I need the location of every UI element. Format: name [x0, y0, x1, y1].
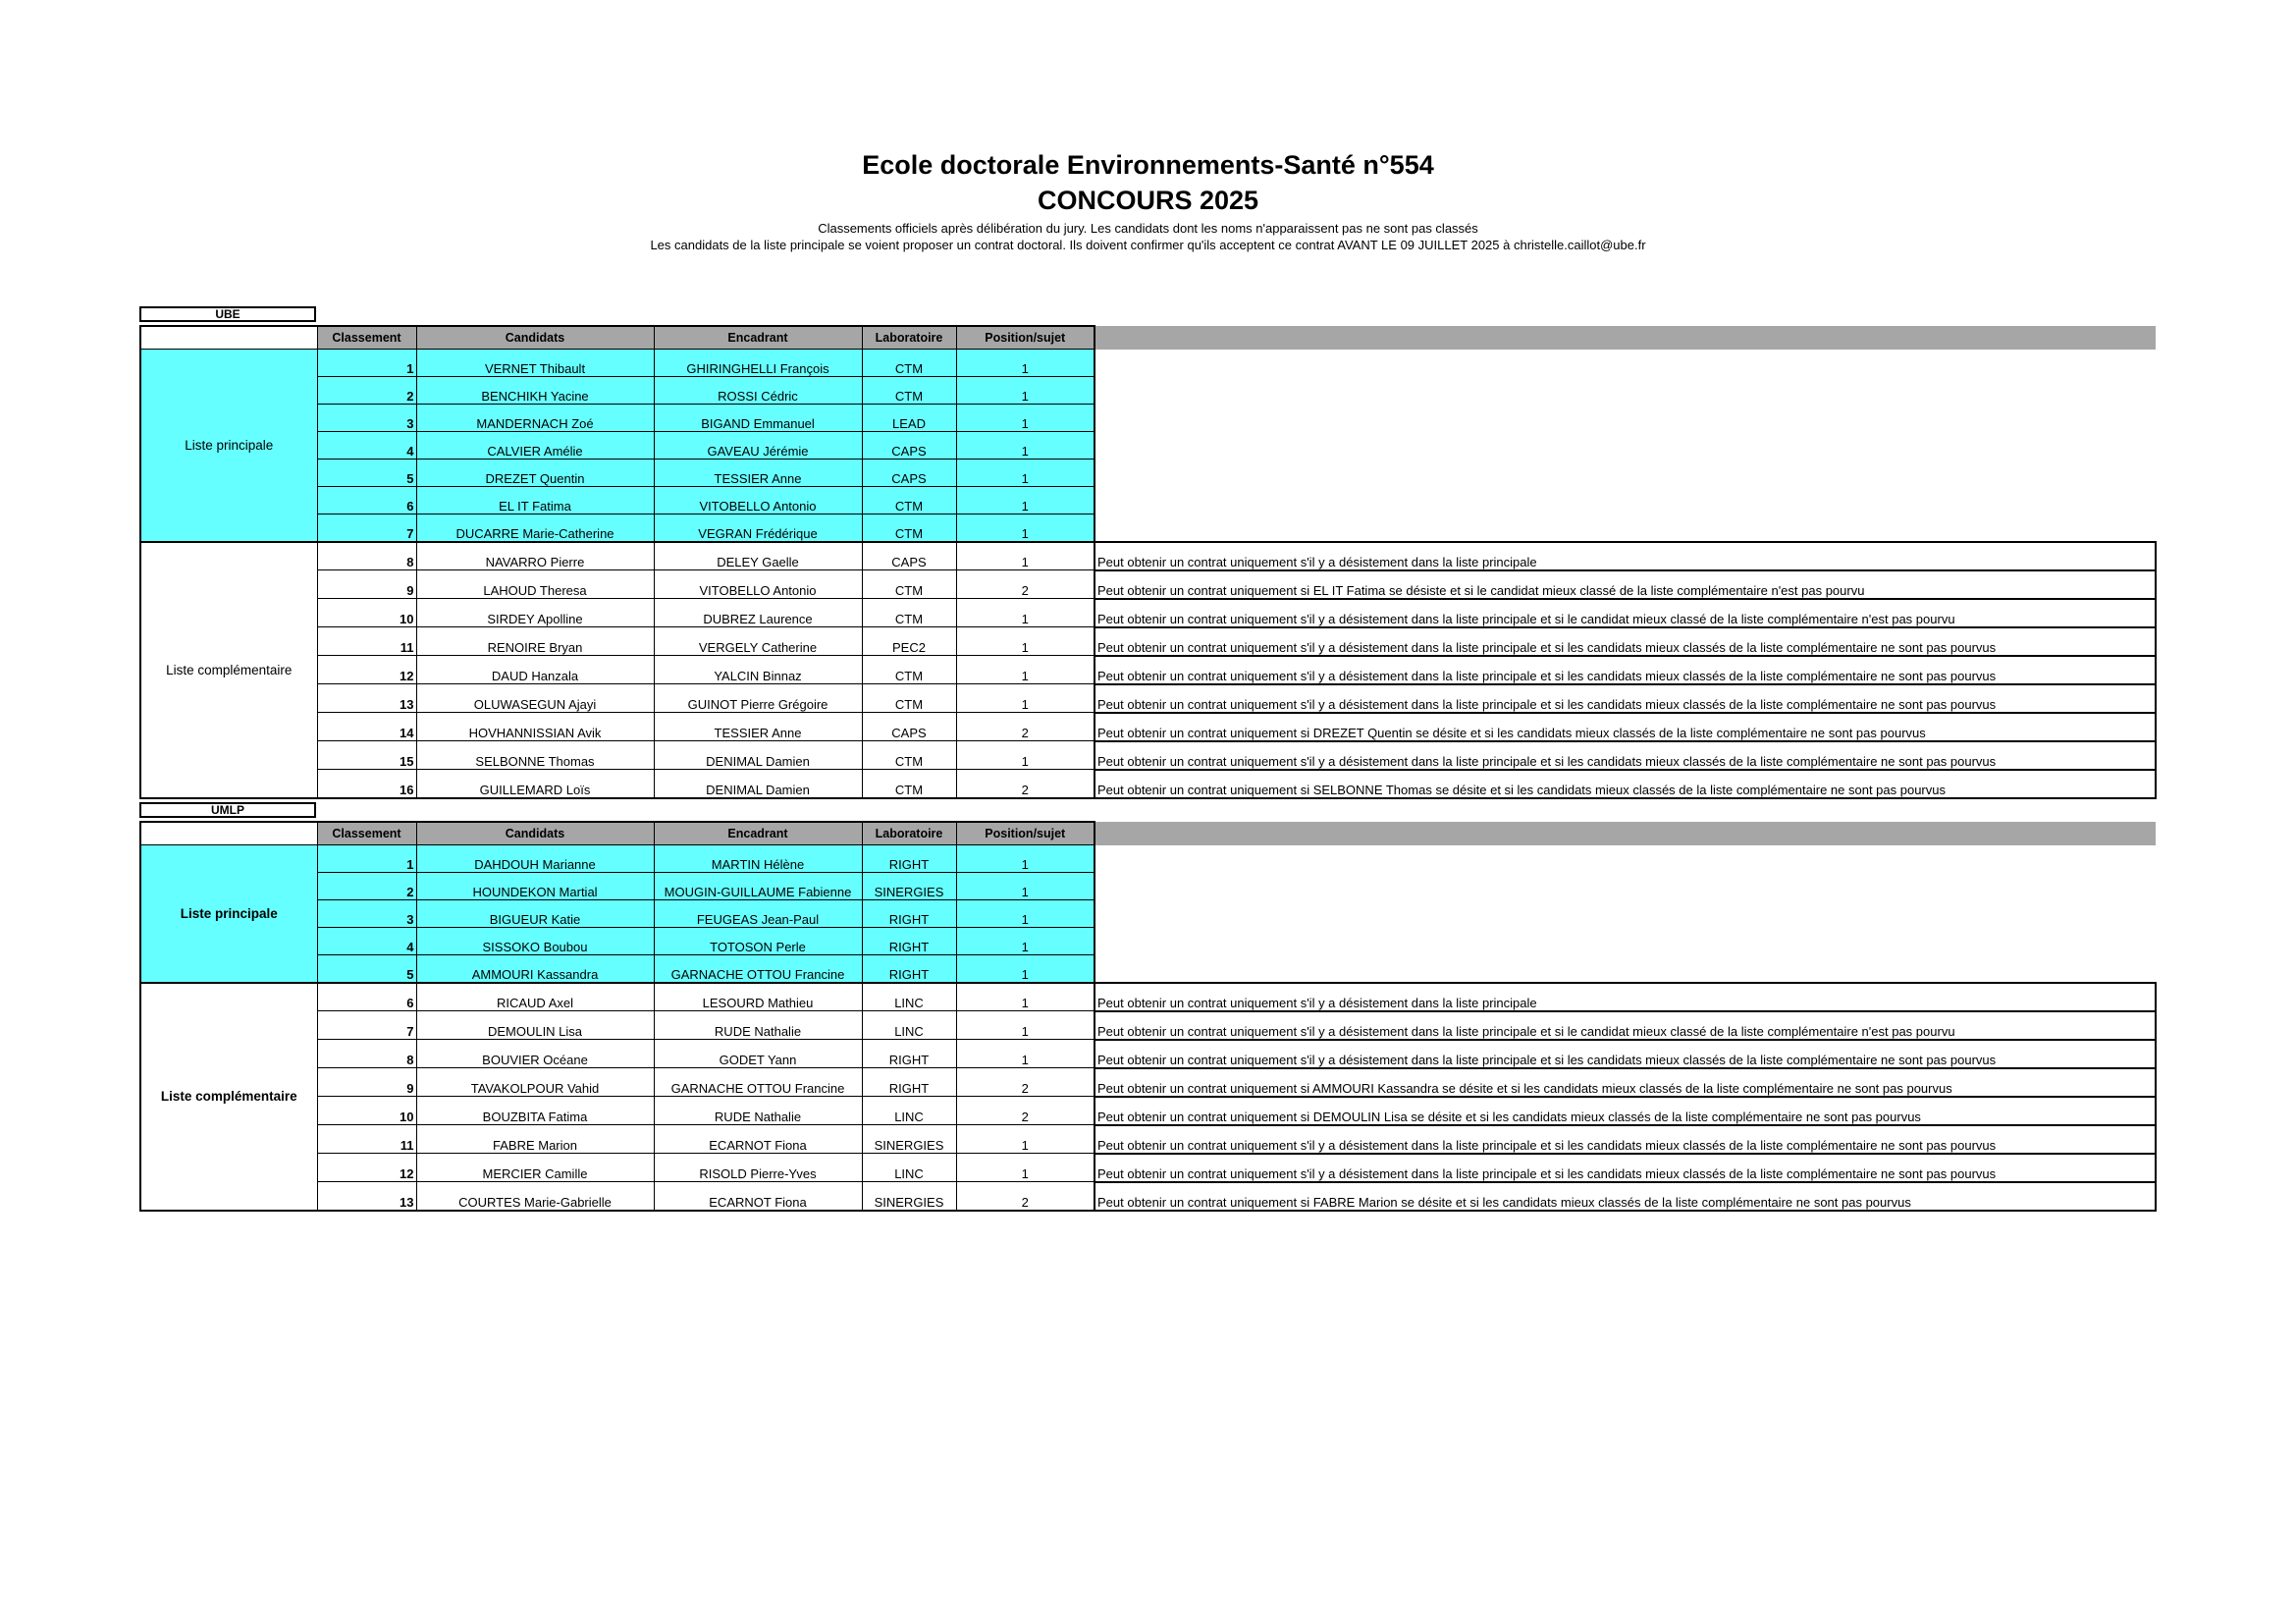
cell-position: 1	[956, 460, 1095, 487]
cell-candidate: DAHDOUH Marianne	[416, 845, 654, 873]
cell-supervisor: DUBREZ Laurence	[654, 599, 862, 627]
cell-note: Peut obtenir un contrat uniquement si SELBONNE Thomas se désite et si les candidats mieux classés de la liste complémentaire ne sont pas pourvus	[1095, 770, 2156, 798]
cell-candidate: CALVIER Amélie	[416, 432, 654, 460]
cell-rank: 4	[317, 432, 416, 460]
table-header-row	[140, 326, 2156, 350]
cell-supervisor: DENIMAL Damien	[654, 770, 862, 798]
cell-rank: 8	[317, 1040, 416, 1068]
cell-candidate: DEMOULIN Lisa	[416, 1011, 654, 1040]
cell-position: 1	[956, 928, 1095, 955]
cell-position: 1	[956, 741, 1095, 770]
table-row	[140, 350, 2156, 377]
table-row	[140, 432, 2156, 460]
cell-candidate: EL IT Fatima	[416, 487, 654, 514]
table-row	[140, 1040, 2156, 1068]
group-label-principal: Liste principale	[140, 845, 317, 983]
table-row	[140, 570, 2156, 599]
cell-rank: 12	[317, 656, 416, 684]
table-row	[140, 741, 2156, 770]
cell-position: 1	[956, 1125, 1095, 1154]
cell-lab: CTM	[862, 599, 956, 627]
cell-lab: CTM	[862, 741, 956, 770]
cell-position: 1	[956, 599, 1095, 627]
table-row	[140, 955, 2156, 983]
table-row	[140, 1068, 2156, 1097]
cell-candidate: AMMOURI Kassandra	[416, 955, 654, 983]
cell-position: 1	[956, 1154, 1095, 1182]
cell-rank: 12	[317, 1154, 416, 1182]
cell-position: 1	[956, 405, 1095, 432]
cell-supervisor: TESSIER Anne	[654, 713, 862, 741]
cell-lab: RIGHT	[862, 1040, 956, 1068]
cell-lab: CTM	[862, 514, 956, 542]
cell-supervisor: GUINOT Pierre Grégoire	[654, 684, 862, 713]
cell-candidate: TAVAKOLPOUR Vahid	[416, 1068, 654, 1097]
cell-position: 1	[956, 656, 1095, 684]
note-spacer	[1095, 928, 2156, 955]
cell-rank: 7	[317, 514, 416, 542]
cell-lab: LINC	[862, 1154, 956, 1182]
cell-position: 1	[956, 955, 1095, 983]
note-spacer	[1095, 955, 2156, 983]
cell-position: 1	[956, 684, 1095, 713]
cell-candidate: BOUZBITA Fatima	[416, 1097, 654, 1125]
cell-lab: CAPS	[862, 713, 956, 741]
table-row	[140, 405, 2156, 432]
cell-candidate: BOUVIER Océane	[416, 1040, 654, 1068]
cell-position: 2	[956, 1097, 1095, 1125]
section-label: UBE	[139, 306, 316, 322]
cell-rank: 4	[317, 928, 416, 955]
cell-rank: 7	[317, 1011, 416, 1040]
table-row	[140, 713, 2156, 741]
cell-lab: CTM	[862, 656, 956, 684]
cell-lab: LEAD	[862, 405, 956, 432]
cell-note: Peut obtenir un contrat uniquement si DREZET Quentin se désite et si les candidats mieux classés de la liste complémentaire ne sont pas pourvus	[1095, 713, 2156, 741]
cell-rank: 2	[317, 873, 416, 900]
cell-lab: CTM	[862, 684, 956, 713]
cell-candidate: RICAUD Axel	[416, 983, 654, 1011]
cell-position: 1	[956, 542, 1095, 570]
table-row	[140, 1182, 2156, 1211]
group-label-complementary: Liste complémentaire	[140, 983, 317, 1211]
cell-position: 1	[956, 350, 1095, 377]
header-blank-cell	[140, 822, 317, 845]
cell-note: Peut obtenir un contrat uniquement s'il y a désistement dans la liste principale et si les candidats mieux classés de la liste complémentaire ne sont pas pourvus	[1095, 627, 2156, 656]
cell-note: Peut obtenir un contrat uniquement si EL IT Fatima se désiste et si le candidat mieux classé de la liste complémentaire n'est pas pourvu	[1095, 570, 2156, 599]
cell-supervisor: MOUGIN-GUILLAUME Fabienne	[654, 873, 862, 900]
group-label-complementary: Liste complémentaire	[140, 542, 317, 798]
cell-rank: 11	[317, 1125, 416, 1154]
ranking-table	[139, 821, 2157, 1212]
cell-rank: 8	[317, 542, 416, 570]
cell-note: Peut obtenir un contrat uniquement s'il y a désistement dans la liste principale et si les candidats mieux classés de la liste complémentaire ne sont pas pourvus	[1095, 684, 2156, 713]
cell-rank: 6	[317, 487, 416, 514]
cell-position: 1	[956, 845, 1095, 873]
cell-lab: RIGHT	[862, 845, 956, 873]
column-header: Classement	[317, 326, 416, 350]
column-header: Encadrant	[654, 326, 862, 350]
cell-candidate: DREZET Quentin	[416, 460, 654, 487]
cell-rank: 9	[317, 570, 416, 599]
table-row	[140, 900, 2156, 928]
cell-lab: LINC	[862, 1011, 956, 1040]
note-spacer	[1095, 377, 2156, 405]
cell-supervisor: TESSIER Anne	[654, 460, 862, 487]
cell-candidate: MERCIER Camille	[416, 1154, 654, 1182]
cell-supervisor: VITOBELLO Antonio	[654, 570, 862, 599]
cell-position: 2	[956, 770, 1095, 798]
cell-note: Peut obtenir un contrat uniquement si DEMOULIN Lisa se désite et si les candidats mieux classés de la liste complémentaire ne sont pas pourvus	[1095, 1097, 2156, 1125]
cell-supervisor: ROSSI Cédric	[654, 377, 862, 405]
cell-position: 1	[956, 432, 1095, 460]
cell-lab: SINERGIES	[862, 873, 956, 900]
page-subtitle: CONCOURS 2025	[1037, 186, 1259, 215]
cell-supervisor: BIGAND Emmanuel	[654, 405, 862, 432]
section-label: UMLP	[139, 802, 316, 818]
cell-position: 1	[956, 514, 1095, 542]
note-spacer	[1095, 432, 2156, 460]
cell-position: 2	[956, 570, 1095, 599]
cell-note: Peut obtenir un contrat uniquement s'il y a désistement dans la liste principale et si les candidats mieux classés de la liste complémentaire ne sont pas pourvus	[1095, 741, 2156, 770]
header-spacer	[1095, 326, 2156, 350]
cell-supervisor: GARNACHE OTTOU Francine	[654, 955, 862, 983]
cell-rank: 16	[317, 770, 416, 798]
note-spacer	[1095, 900, 2156, 928]
cell-lab: RIGHT	[862, 900, 956, 928]
cell-candidate: RENOIRE Bryan	[416, 627, 654, 656]
cell-rank: 6	[317, 983, 416, 1011]
cell-lab: LINC	[862, 983, 956, 1011]
table-header-row	[140, 822, 2156, 845]
table-row	[140, 542, 2156, 570]
cell-note: Peut obtenir un contrat uniquement s'il y a désistement dans la liste principale et si le candidat mieux classé de la liste complémentaire n'est pas pourvu	[1095, 1011, 2156, 1040]
cell-rank: 5	[317, 955, 416, 983]
table-row	[140, 1154, 2156, 1182]
table-row	[140, 1125, 2156, 1154]
cell-rank: 3	[317, 405, 416, 432]
page-title: Ecole doctorale Environnements-Santé n°554	[862, 150, 1434, 180]
cell-rank: 13	[317, 1182, 416, 1211]
cell-candidate: BIGUEUR Katie	[416, 900, 654, 928]
column-header: Laboratoire	[862, 822, 956, 845]
table-row	[140, 627, 2156, 656]
cell-lab: LINC	[862, 1097, 956, 1125]
cell-candidate: OLUWASEGUN Ajayi	[416, 684, 654, 713]
cell-position: 1	[956, 900, 1095, 928]
cell-supervisor: RUDE Nathalie	[654, 1097, 862, 1125]
cell-candidate: SISSOKO Boubou	[416, 928, 654, 955]
cell-lab: SINERGIES	[862, 1125, 956, 1154]
column-header: Position/sujet	[956, 326, 1095, 350]
cell-candidate: LAHOUD Theresa	[416, 570, 654, 599]
cell-candidate: VERNET Thibault	[416, 350, 654, 377]
table-row	[140, 656, 2156, 684]
cell-note: Peut obtenir un contrat uniquement si AMMOURI Kassandra se désite et si les candidats mieux classés de la liste complémentaire ne sont pas pourvus	[1095, 1068, 2156, 1097]
cell-lab: RIGHT	[862, 955, 956, 983]
table-row	[140, 873, 2156, 900]
cell-note: Peut obtenir un contrat uniquement s'il y a désistement dans la liste principale	[1095, 983, 2156, 1011]
cell-position: 2	[956, 713, 1095, 741]
cell-position: 1	[956, 487, 1095, 514]
info-line-1: Classements officiels après délibération du jury. Les candidats dont les noms n'apparaissent pas ne sont pas classés	[818, 221, 1478, 236]
table-row	[140, 514, 2156, 542]
cell-lab: PEC2	[862, 627, 956, 656]
cell-lab: CAPS	[862, 432, 956, 460]
note-spacer	[1095, 845, 2156, 873]
header-blank-cell	[140, 326, 317, 350]
cell-supervisor: VITOBELLO Antonio	[654, 487, 862, 514]
cell-position: 1	[956, 1040, 1095, 1068]
cell-candidate: DUCARRE Marie-Catherine	[416, 514, 654, 542]
cell-note: Peut obtenir un contrat uniquement s'il y a désistement dans la liste principale et si le candidat mieux classé de la liste complémentaire n'est pas pourvu	[1095, 599, 2156, 627]
info-line-2: Les candidats de la liste principale se voient proposer un contrat doctoral. Ils doivent confirmer qu'ils acceptent ce contrat AVANT LE 09 JUILLET 2025 à christelle.caillot@ube.fr	[650, 238, 1646, 252]
ranking-table	[139, 325, 2157, 799]
cell-supervisor: FEUGEAS Jean-Paul	[654, 900, 862, 928]
cell-candidate: HOVHANNISSIAN Avik	[416, 713, 654, 741]
cell-rank: 1	[317, 845, 416, 873]
cell-supervisor: YALCIN Binnaz	[654, 656, 862, 684]
cell-rank: 10	[317, 599, 416, 627]
cell-position: 2	[956, 1068, 1095, 1097]
cell-position: 1	[956, 377, 1095, 405]
table-row	[140, 983, 2156, 1011]
cell-supervisor: RISOLD Pierre-Yves	[654, 1154, 862, 1182]
cell-lab: CTM	[862, 770, 956, 798]
table-row	[140, 460, 2156, 487]
cell-candidate: HOUNDEKON Martial	[416, 873, 654, 900]
column-header: Encadrant	[654, 822, 862, 845]
cell-supervisor: VERGELY Catherine	[654, 627, 862, 656]
table-row	[140, 1097, 2156, 1125]
cell-candidate: SIRDEY Apolline	[416, 599, 654, 627]
column-header: Position/sujet	[956, 822, 1095, 845]
cell-supervisor: LESOURD Mathieu	[654, 983, 862, 1011]
table-row	[140, 770, 2156, 798]
cell-rank: 15	[317, 741, 416, 770]
table-row	[140, 845, 2156, 873]
cell-candidate: SELBONNE Thomas	[416, 741, 654, 770]
cell-candidate: NAVARRO Pierre	[416, 542, 654, 570]
cell-supervisor: MARTIN Hélène	[654, 845, 862, 873]
cell-position: 1	[956, 627, 1095, 656]
cell-rank: 2	[317, 377, 416, 405]
table-row	[140, 377, 2156, 405]
note-spacer	[1095, 460, 2156, 487]
cell-rank: 9	[317, 1068, 416, 1097]
cell-supervisor: ECARNOT Fiona	[654, 1182, 862, 1211]
cell-note: Peut obtenir un contrat uniquement s'il y a désistement dans la liste principale et si les candidats mieux classés de la liste complémentaire ne sont pas pourvus	[1095, 1125, 2156, 1154]
column-header: Laboratoire	[862, 326, 956, 350]
note-spacer	[1095, 487, 2156, 514]
cell-rank: 3	[317, 900, 416, 928]
cell-rank: 1	[317, 350, 416, 377]
cell-candidate: MANDERNACH Zoé	[416, 405, 654, 432]
cell-supervisor: TOTOSON Perle	[654, 928, 862, 955]
cell-note: Peut obtenir un contrat uniquement s'il y a désistement dans la liste principale et si les candidats mieux classés de la liste complémentaire ne sont pas pourvus	[1095, 656, 2156, 684]
column-header: Candidats	[416, 326, 654, 350]
cell-rank: 10	[317, 1097, 416, 1125]
cell-candidate: FABRE Marion	[416, 1125, 654, 1154]
cell-candidate: GUILLEMARD Loïs	[416, 770, 654, 798]
header-spacer	[1095, 822, 2156, 845]
cell-supervisor: GODET Yann	[654, 1040, 862, 1068]
cell-lab: CAPS	[862, 460, 956, 487]
cell-note: Peut obtenir un contrat uniquement si FABRE Marion se désite et si les candidats mieux classés de la liste complémentaire ne sont pas pourvus	[1095, 1182, 2156, 1211]
cell-lab: CTM	[862, 570, 956, 599]
cell-supervisor: DELEY Gaelle	[654, 542, 862, 570]
cell-lab: CAPS	[862, 542, 956, 570]
cell-rank: 5	[317, 460, 416, 487]
cell-position: 1	[956, 1011, 1095, 1040]
cell-note: Peut obtenir un contrat uniquement s'il y a désistement dans la liste principale et si les candidats mieux classés de la liste complémentaire ne sont pas pourvus	[1095, 1154, 2156, 1182]
cell-supervisor: GAVEAU Jérémie	[654, 432, 862, 460]
cell-note: Peut obtenir un contrat uniquement s'il y a désistement dans la liste principale et si les candidats mieux classés de la liste complémentaire ne sont pas pourvus	[1095, 1040, 2156, 1068]
cell-candidate: COURTES Marie-Gabrielle	[416, 1182, 654, 1211]
cell-supervisor: VEGRAN Frédérique	[654, 514, 862, 542]
cell-rank: 13	[317, 684, 416, 713]
cell-lab: RIGHT	[862, 1068, 956, 1097]
cell-position: 1	[956, 873, 1095, 900]
table-row	[140, 928, 2156, 955]
group-label-principal: Liste principale	[140, 350, 317, 542]
cell-lab: SINERGIES	[862, 1182, 956, 1211]
cell-position: 2	[956, 1182, 1095, 1211]
note-spacer	[1095, 350, 2156, 377]
cell-lab: CTM	[862, 487, 956, 514]
cell-supervisor: DENIMAL Damien	[654, 741, 862, 770]
note-spacer	[1095, 514, 2156, 542]
table-row	[140, 487, 2156, 514]
cell-note: Peut obtenir un contrat uniquement s'il y a désistement dans la liste principale	[1095, 542, 2156, 570]
column-header: Classement	[317, 822, 416, 845]
note-spacer	[1095, 873, 2156, 900]
cell-supervisor: GARNACHE OTTOU Francine	[654, 1068, 862, 1097]
table-row	[140, 599, 2156, 627]
cell-supervisor: ECARNOT Fiona	[654, 1125, 862, 1154]
cell-lab: CTM	[862, 350, 956, 377]
note-spacer	[1095, 405, 2156, 432]
table-row	[140, 1011, 2156, 1040]
cell-supervisor: RUDE Nathalie	[654, 1011, 862, 1040]
cell-rank: 14	[317, 713, 416, 741]
cell-lab: RIGHT	[862, 928, 956, 955]
cell-candidate: DAUD Hanzala	[416, 656, 654, 684]
cell-position: 1	[956, 983, 1095, 1011]
table-row	[140, 684, 2156, 713]
cell-candidate: BENCHIKH Yacine	[416, 377, 654, 405]
column-header: Candidats	[416, 822, 654, 845]
cell-lab: CTM	[862, 377, 956, 405]
cell-rank: 11	[317, 627, 416, 656]
cell-supervisor: GHIRINGHELLI François	[654, 350, 862, 377]
